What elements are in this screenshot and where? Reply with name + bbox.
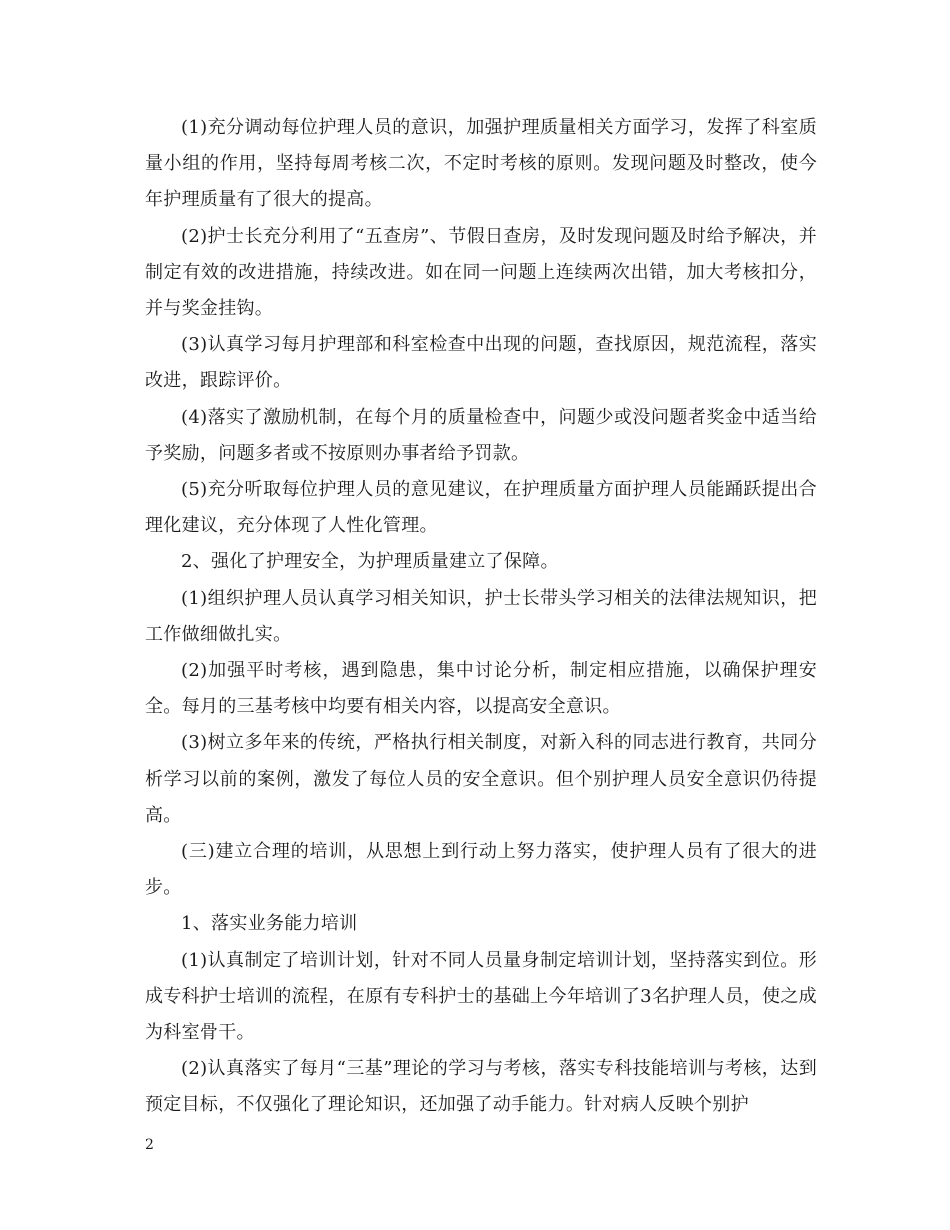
document-body: [145, 110, 817, 1124]
paragraph-13: (2)认真落实了每月“三基”理论的学习与考核，落实专科技能培训与考核，达到预定目标，不仅强化了理论知识，还加强了动手能力。针对病人反映个别护: [145, 1058, 817, 1116]
paragraph-8: (2)加强平时考核，遇到隐患，集中讨论分析，制定相应措施，以确保护理安全。每月的三基考核中均要有相关内容，以提高安全意识。: [145, 660, 817, 718]
paragraph-1: (1)充分调动每位护理人员的意识，加强护理质量相关方面学习，发挥了科室质量小组的作用，坚持每周考核二次，不定时考核的原则。发现问题及时整改，使今年护理质量有了很大的提高。: [145, 117, 817, 211]
paragraph-7: (1)组织护理人员认真学习相关知识，护士长带头学习相关的法律法规知识，把工作做细做扎实。: [145, 587, 817, 645]
section-heading-2: 2、强化了护理安全，为护理质量建立了保障。: [181, 551, 559, 573]
paragraph-5: (5)充分听取每位护理人员的意见建议，在护理质量方面护理人员能踊跃提出合理化建议，充分体现了人性化管理。: [145, 479, 817, 537]
section-heading-1: 1、落实业务能力培训: [181, 913, 358, 935]
paragraph-3: (3)认真学习每月护理部和科室检查中出现的问题，查找原因，规范流程，落实改进，跟踪评价。: [145, 334, 817, 392]
paragraph-2: (2)护士长充分利用了“五查房”、节假日查房，及时发现问题及时给予解决，并制定有效的改进措施，持续改进。如在同一问题上连续两次出错，加大考核扣分，并与奖金挂钩。: [145, 225, 817, 320]
page-number: 2: [145, 1137, 154, 1153]
paragraph-4: (4)落实了激励机制，在每个月的质量检查中，问题少或没问题者奖金中适当给予奖励，问题多者或不按原则办事者给予罚款。: [145, 406, 817, 464]
paragraph-9: (3)树立多年来的传统，严格执行相关制度，对新入科的同志进行教育，共同分析学习以前的案例，激发了每位人员的安全意识。但个别护理人员安全意识仍待提高。: [145, 732, 817, 826]
paragraph-12: (1)认真制定了培训计划，针对不同人员量身制定培训计划，坚持落实到位。形成专科护士培训的流程，在原有专科护士的基础上今年培训了3名护理人员，使之成为科室骨干。: [145, 949, 817, 1044]
section-heading-3: (三)建立合理的培训，从思想上到行动上努力落实，使护理人员有了很大的进步。: [145, 841, 817, 899]
